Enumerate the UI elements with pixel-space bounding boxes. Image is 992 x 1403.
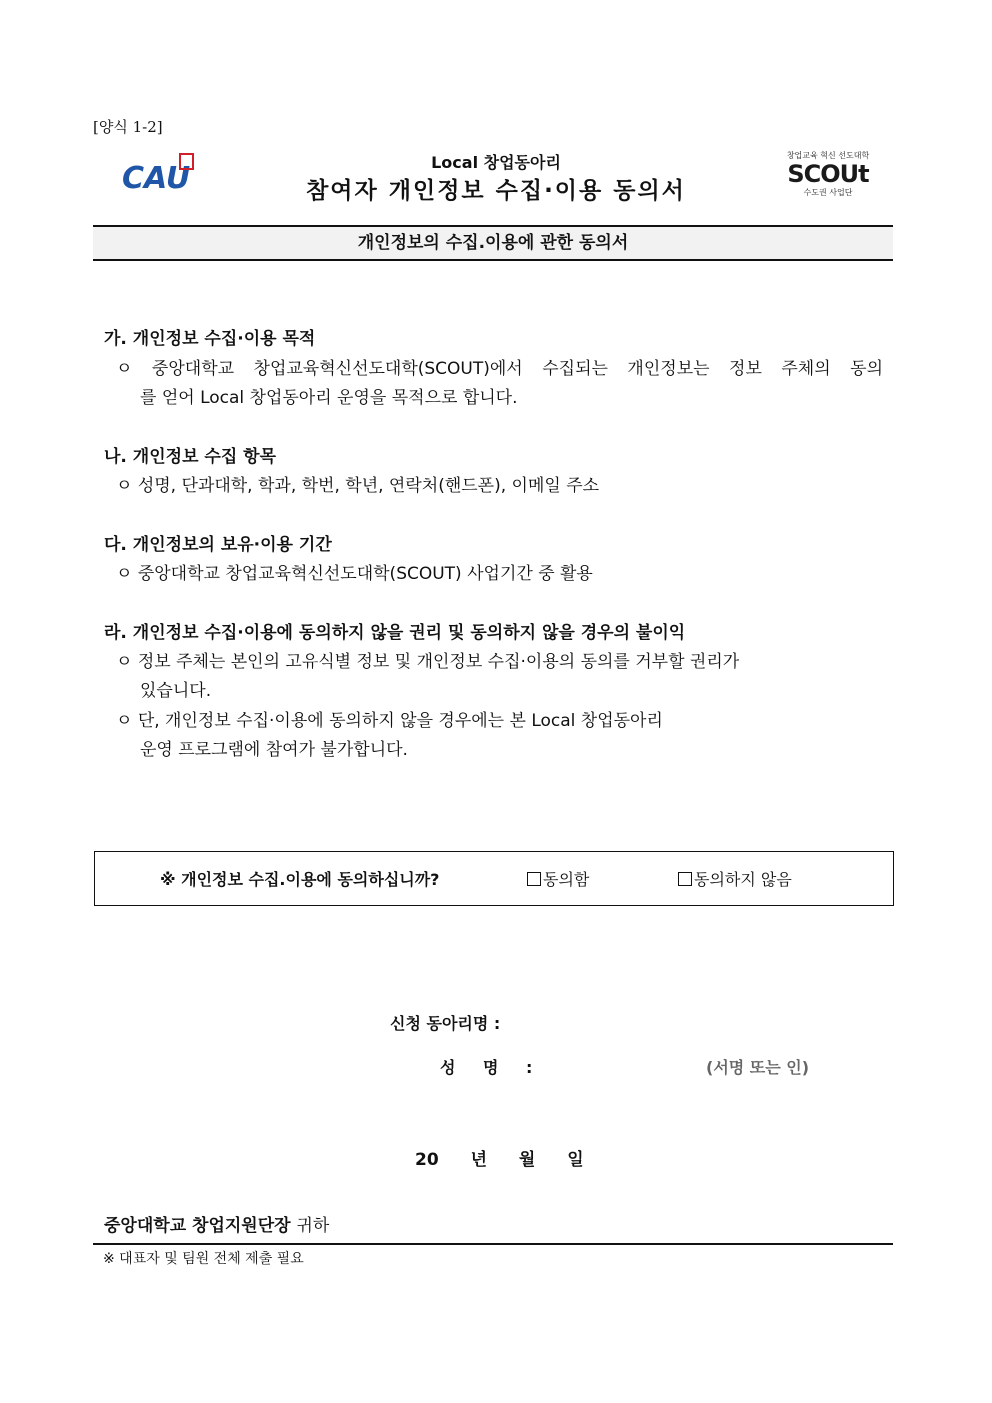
date-line: 20 년 월 일: [415, 1150, 584, 1170]
agree-label: 동의함: [543, 870, 590, 889]
agreement-header-bar: 개인정보의 수집.이용에 관한 동의서: [93, 225, 893, 261]
consent-disagree-option[interactable]: [678, 867, 792, 890]
name-label: 성 명 :: [440, 1058, 533, 1077]
scout-logo-bottom-text: 수도권 사업단: [803, 188, 853, 197]
document-title: 참여자 개인정보 수집·이용 동의서: [306, 178, 686, 204]
section-rights-line-3: ㅇ 단, 개인정보 수집·이용에 동의하지 않을 경우에는 본 Local 창업동아리: [116, 711, 663, 731]
section-heading-items: 나. 개인정보 수집 항목: [104, 447, 277, 467]
disagree-checkbox[interactable]: [678, 872, 692, 886]
section-heading-rights: 라. 개인정보 수집·이용에 동의하지 않을 권리 및 동의하지 않을 경우의 불이익: [104, 623, 686, 643]
section-period-line-1: ㅇ 중앙대학교 창업교육혁신선도대학(SCOUT) 사업기간 중 활용: [116, 564, 593, 584]
recipient-name: 중앙대학교 창업지원단장: [104, 1216, 291, 1236]
disagree-label: 동의하지 않음: [694, 870, 792, 889]
scout-logo: [778, 150, 878, 202]
document-subtitle: Local 창업동아리: [431, 153, 561, 172]
section-rights-line-2: 있습니다.: [140, 681, 212, 701]
scout-logo-top-text: 창업교육 혁신 선도대학: [786, 151, 870, 160]
club-name-label: 신청 동아리명 :: [390, 1014, 501, 1033]
form-number: [양식 1-2]: [93, 118, 163, 136]
agree-checkbox[interactable]: [527, 872, 541, 886]
consent-question: ※ 개인정보 수집.이용에 동의하십니까?: [160, 870, 440, 889]
section-rights-line-1: ㅇ 정보 주체는 본인의 고유식별 정보 및 개인정보 수집·이용의 동의를 거부할 권리가: [116, 652, 740, 672]
section-purpose-line-2: 를 얻어 Local 창업동아리 운영을 목적으로 합니다.: [140, 388, 518, 408]
cau-logo-text: CAU: [122, 161, 191, 196]
section-purpose-line-1: ㅇ 중앙대학교 창업교육혁신선도대학(SCOUT)에서 수집되는 개인정보는 정보 주체의 동의: [116, 359, 883, 379]
signature-hint: (서명 또는 인): [706, 1058, 810, 1077]
scout-logo-word: SCOUt: [787, 160, 869, 188]
section-items-line-1: ㅇ 성명, 단과대학, 학과, 학번, 학년, 연락처(핸드폰), 이메일 주소: [116, 476, 600, 496]
section-heading-period: 다. 개인정보의 보유·이용 기간: [104, 535, 332, 555]
recipient-suffix: 귀하: [296, 1216, 330, 1236]
consent-agree-option[interactable]: [527, 867, 589, 890]
footnote: ※ 대표자 및 팀원 전체 제출 필요: [103, 1251, 304, 1267]
recipient: [104, 1211, 329, 1236]
footer-divider: [93, 1243, 893, 1245]
section-heading-purpose: 가. 개인정보 수집·이용 목적: [104, 329, 316, 349]
section-rights-line-4: 운영 프로그램에 참여가 불가합니다.: [140, 740, 408, 760]
